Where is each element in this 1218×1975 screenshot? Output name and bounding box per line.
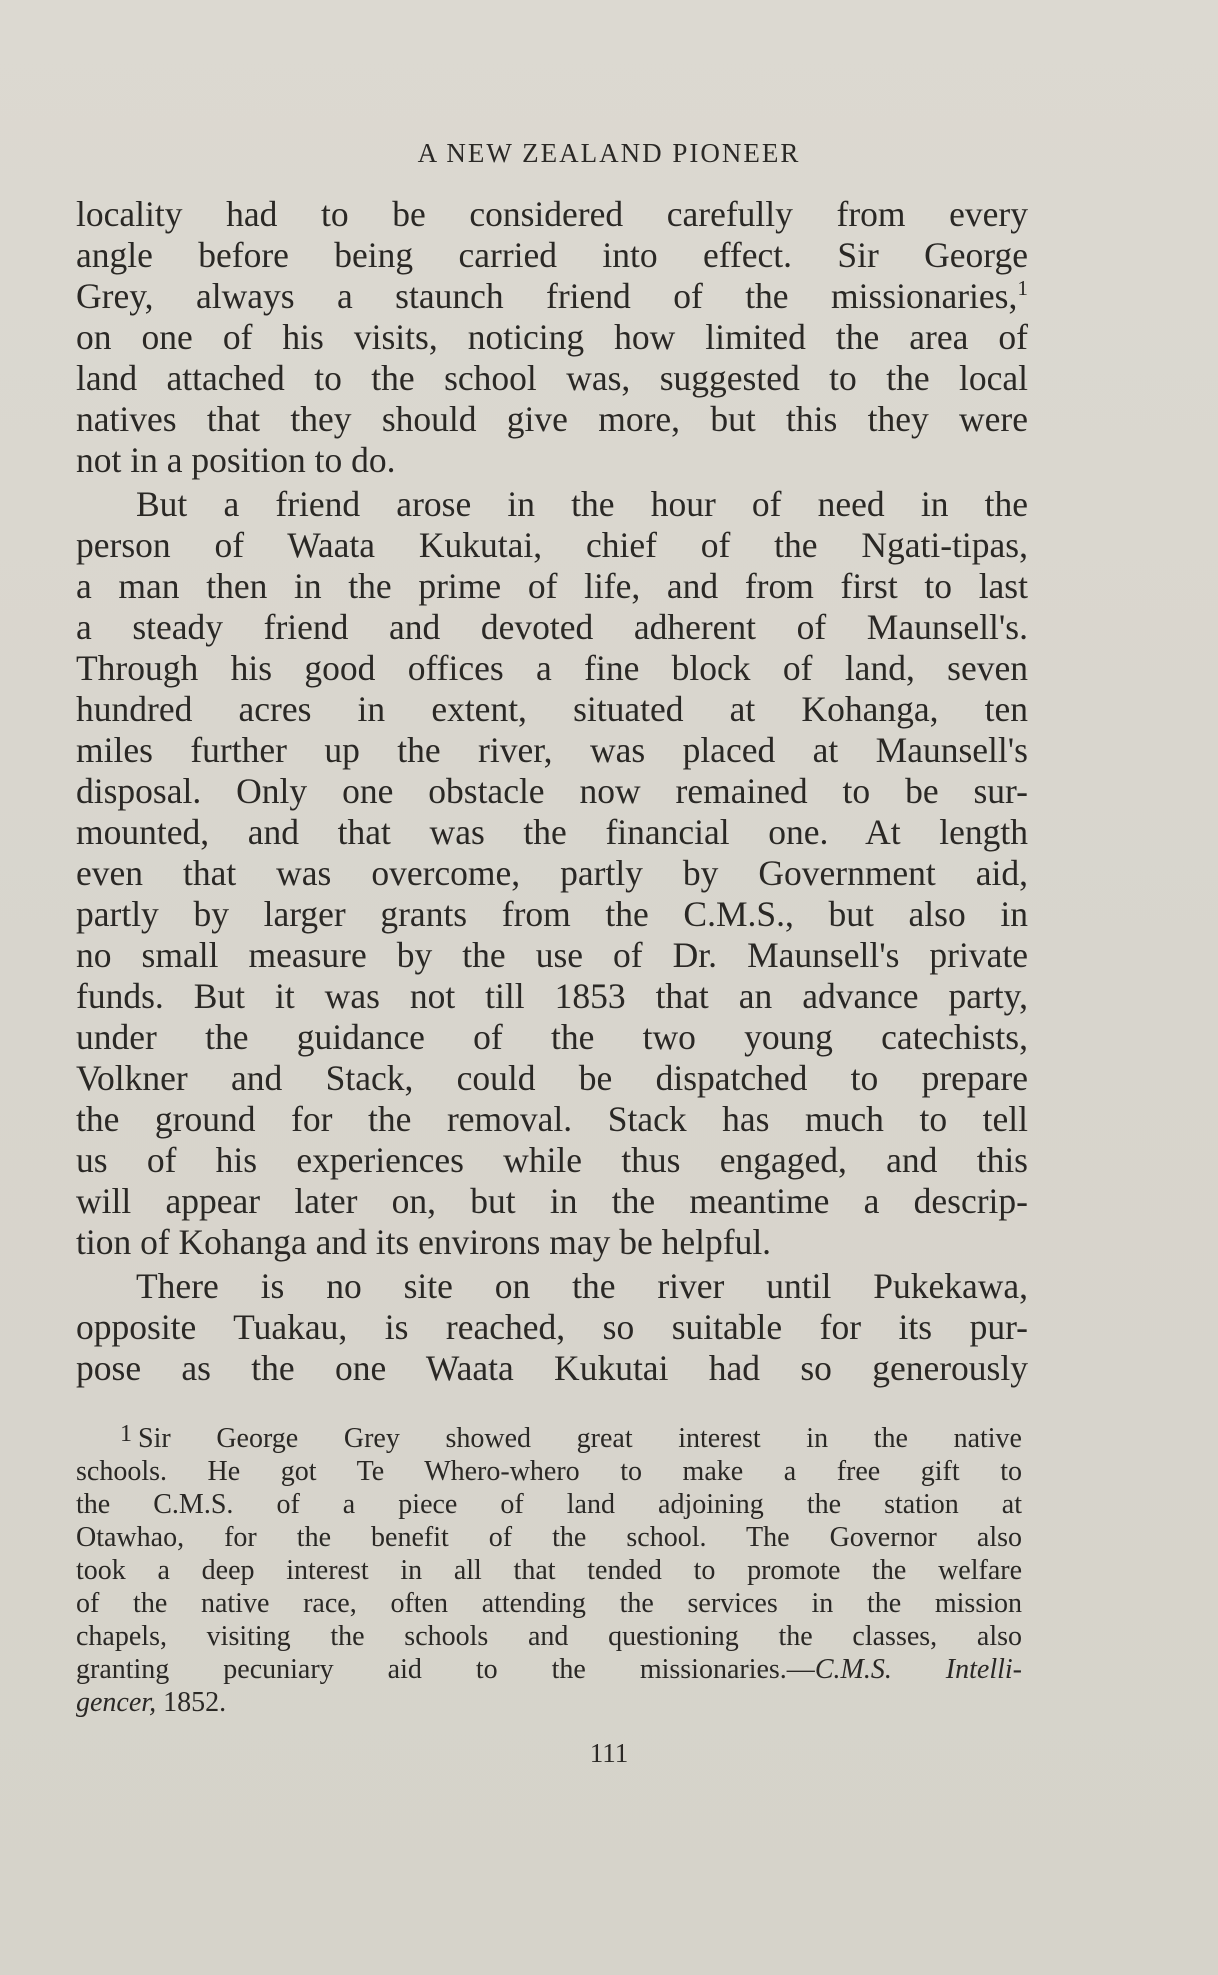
footnote-line: took a deep interest in all that tended to promote the welfare bbox=[76, 1555, 1022, 1586]
text-line: locality had to be considered carefully from every bbox=[76, 194, 1028, 234]
text-line bbox=[76, 276, 1028, 317]
text-line: not in a position to do. bbox=[76, 440, 396, 480]
text-line: mounted, and that was the financial one. At length bbox=[76, 812, 1028, 852]
running-head: A NEW ZEALAND PIONEER bbox=[417, 138, 801, 168]
text-line: disposal. Only one obstacle now remained to be sur- bbox=[76, 771, 1028, 811]
footnote-reference: 1 bbox=[1017, 276, 1028, 301]
footnote-source: gencer, bbox=[76, 1687, 157, 1718]
text-line: a man then in the prime of life, and from first to last bbox=[76, 566, 1028, 606]
text-line: no small measure by the use of Dr. Maunsell's private bbox=[76, 935, 1028, 975]
text-line: miles further up the river, was placed at Maunsell's bbox=[76, 730, 1028, 770]
text-line: on one of his visits, noticing how limited the area of bbox=[76, 317, 1028, 357]
text-line: will appear later on, but in the meantime a descrip- bbox=[76, 1181, 1028, 1221]
footnote-line: chapels, visiting the schools and questioning the classes, also bbox=[76, 1621, 1022, 1652]
page-number: 111 bbox=[589, 1738, 629, 1768]
footnote-source: C.M.S. Intelli- bbox=[814, 1654, 1022, 1685]
text-line: funds. But it was not till 1853 that an advance party, bbox=[76, 976, 1028, 1016]
paragraph-3 bbox=[76, 1266, 1028, 1389]
text-line: pose as the one Waata Kukutai had so generously bbox=[76, 1348, 1028, 1388]
text-line: opposite Tuakau, is reached, so suitable for its pur- bbox=[76, 1307, 1028, 1347]
footnote-mark: 1 bbox=[120, 1421, 132, 1447]
footnote-line: schools. He got Te Whero-whero to make a free gift to bbox=[76, 1456, 1022, 1487]
footnote-line: Otawhao, for the benefit of the school. The Governor also bbox=[76, 1522, 1022, 1553]
text-line: tion of Kohanga and its environs may be helpful. bbox=[76, 1222, 772, 1262]
footnote-year: 1852. bbox=[163, 1687, 227, 1718]
text-line-content: Grey, always a staunch friend of the missionaries, bbox=[76, 276, 1018, 316]
text-line: But a friend arose in the hour of need in the bbox=[136, 484, 1028, 524]
footnote-line-content: granting pecuniary aid to the missionaries.— bbox=[76, 1654, 815, 1685]
footnote-line bbox=[76, 1418, 1022, 1455]
text-line: There is no site on the river until Pukekawa, bbox=[136, 1266, 1028, 1306]
text-line: under the guidance of the two young catechists, bbox=[76, 1017, 1028, 1057]
text-line: a steady friend and devoted adherent of Maunsell's. bbox=[76, 607, 1028, 647]
body-text bbox=[76, 194, 1028, 1389]
footnote-line bbox=[76, 1686, 1022, 1719]
footnote bbox=[76, 1418, 1022, 1719]
text-line: hundred acres in extent, situated at Kohanga, ten bbox=[76, 689, 1028, 729]
footnote-line bbox=[76, 1653, 1022, 1686]
text-line: Volkner and Stack, could be dispatched to prepare bbox=[76, 1058, 1028, 1098]
footnote-line-content: Sir George Grey showed great interest in the native bbox=[138, 1423, 1022, 1454]
text-line: Through his good offices a fine block of land, seven bbox=[76, 648, 1028, 688]
text-line: us of his experiences while thus engaged, and this bbox=[76, 1140, 1028, 1180]
text-line: land attached to the school was, suggested to the local bbox=[76, 358, 1028, 398]
footnote-line: of the native race, often attending the services in the mission bbox=[76, 1588, 1022, 1619]
footnote-line: the C.M.S. of a piece of land adjoining the station at bbox=[76, 1489, 1022, 1520]
paragraph-1 bbox=[76, 194, 1028, 481]
text-line: even that was overcome, partly by Government aid, bbox=[76, 853, 1028, 893]
text-line: person of Waata Kukutai, chief of the Ngati-tipas, bbox=[76, 525, 1028, 565]
text-line: partly by larger grants from the C.M.S., but also in bbox=[76, 894, 1028, 934]
text-line: angle before being carried into effect. Sir George bbox=[76, 235, 1028, 275]
text-line: the ground for the removal. Stack has much to tell bbox=[76, 1099, 1028, 1139]
paragraph-2 bbox=[76, 484, 1028, 1263]
text-line: natives that they should give more, but this they were bbox=[76, 399, 1028, 439]
